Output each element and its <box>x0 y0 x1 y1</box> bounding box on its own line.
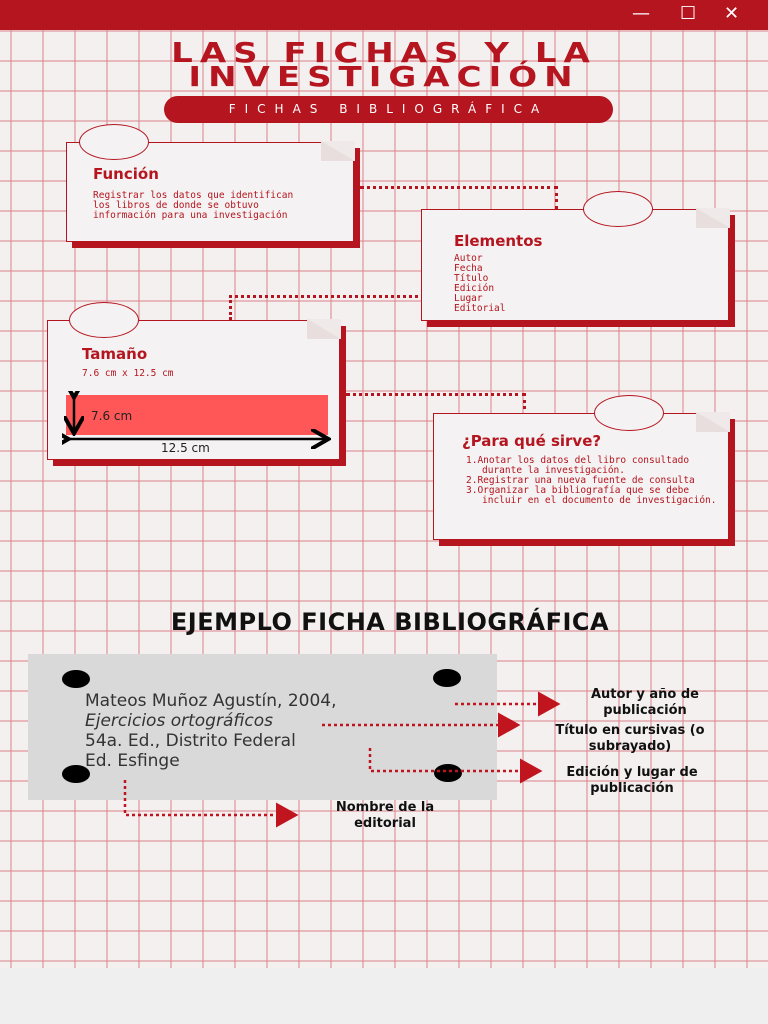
para-que-title: ¿Para qué sirve? <box>462 432 602 450</box>
close-icon[interactable]: ✕ <box>724 3 740 24</box>
elementos-item: Editorial <box>454 303 506 314</box>
label-titulo: Título en cursivas (o subrayado) <box>555 723 705 754</box>
para-que-item: 3.Organizar la bibliografía que se debe incluir en el documento de investigación. <box>466 485 717 506</box>
subtitle-pill: FICHAS BIBLIOGRÁFICA <box>164 96 613 123</box>
elementos-item: Fecha <box>454 263 483 274</box>
minimize-icon[interactable]: — <box>632 3 650 24</box>
elementos-title: Elementos <box>454 232 543 250</box>
funcion-title: Función <box>93 165 159 183</box>
label-editorial: Nombre de la editorial <box>335 800 435 831</box>
elementos-item: Título <box>454 273 489 284</box>
elementos-item: Autor <box>454 253 483 264</box>
example-author-line: Mateos Muñoz Agustín, 2004, <box>85 691 337 711</box>
width-label: 12.5 cm <box>161 441 210 455</box>
example-title: EJEMPLO FICHA BIBLIOGRÁFICA <box>170 608 610 636</box>
tamano-dims: 7.6 cm x 12.5 cm <box>82 368 174 379</box>
tamano-title: Tamaño <box>82 345 148 363</box>
elementos-item: Edición <box>454 283 495 294</box>
example-edition-line: 54a. Ed., Distrito Federal <box>85 731 296 751</box>
para-que-item: 1.Anotar los datos del libro consultado durante la investigación. <box>466 455 690 476</box>
elementos-item: Lugar <box>454 293 483 304</box>
para-que-item: 2.Registrar una nueva fuente de consulta <box>466 475 695 486</box>
label-autor: Autor y año de publicación <box>590 687 699 718</box>
height-label: 7.6 cm <box>91 409 133 423</box>
page-title-line2: INVESTIGACIÓN <box>188 61 580 93</box>
funcion-text: Registrar los datos que identifican los libros de donde se obtuvo información para una investigación <box>93 190 294 221</box>
label-edicion: Edición y lugar de publicación <box>566 765 698 796</box>
maximize-icon[interactable]: ☐ <box>680 3 697 24</box>
example-title-line: Ejercicios ortográficos <box>85 711 273 731</box>
example-publisher-line: Ed. Esfinge <box>85 751 180 771</box>
page-title-line1: LAS FICHAS Y LA <box>171 37 597 69</box>
